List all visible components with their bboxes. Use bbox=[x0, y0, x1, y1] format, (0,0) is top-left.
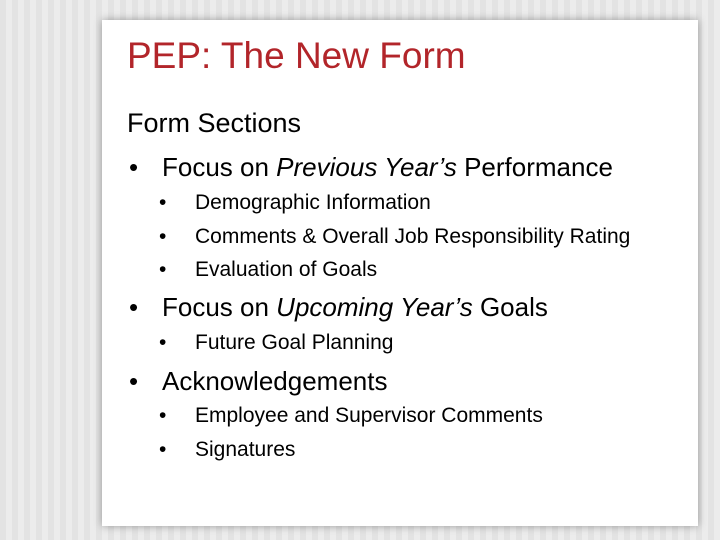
slide-title: PEP: The New Form bbox=[127, 35, 466, 76]
list-item-label: Signatures bbox=[195, 438, 296, 461]
section-heading-prefix: Acknowledgements bbox=[162, 366, 388, 396]
section-heading-prefix: Focus on bbox=[162, 292, 277, 322]
slide-content bbox=[127, 0, 717, 540]
list-item-label: Demographic Information bbox=[195, 191, 431, 214]
bullet-icon: • bbox=[159, 438, 167, 461]
bullet-icon: • bbox=[129, 152, 139, 182]
bullet-icon: • bbox=[159, 404, 167, 427]
list-item-label: Future Goal Planning bbox=[195, 331, 394, 354]
bullet-icon: • bbox=[129, 366, 139, 396]
section-heading-suffix: Goals bbox=[472, 292, 548, 322]
list-item-label: Employee and Supervisor Comments bbox=[195, 404, 543, 427]
list-item-label: Comments & Overall Job Responsibility Rating bbox=[195, 225, 631, 248]
section-heading-suffix: Performance bbox=[456, 152, 613, 182]
bullet-icon: • bbox=[159, 225, 167, 248]
section-heading-prefix: Focus on bbox=[162, 152, 277, 182]
section-heading-emphasis: Upcoming Year’s bbox=[276, 292, 473, 322]
slide-subtitle: Form Sections bbox=[127, 108, 302, 138]
bullet-icon: • bbox=[159, 258, 167, 281]
bullet-icon: • bbox=[159, 331, 167, 354]
bullet-icon: • bbox=[159, 191, 167, 214]
bullet-icon: • bbox=[129, 292, 139, 322]
section-heading-emphasis: Previous Year’s bbox=[276, 152, 457, 182]
list-item-label: Evaluation of Goals bbox=[195, 258, 378, 281]
